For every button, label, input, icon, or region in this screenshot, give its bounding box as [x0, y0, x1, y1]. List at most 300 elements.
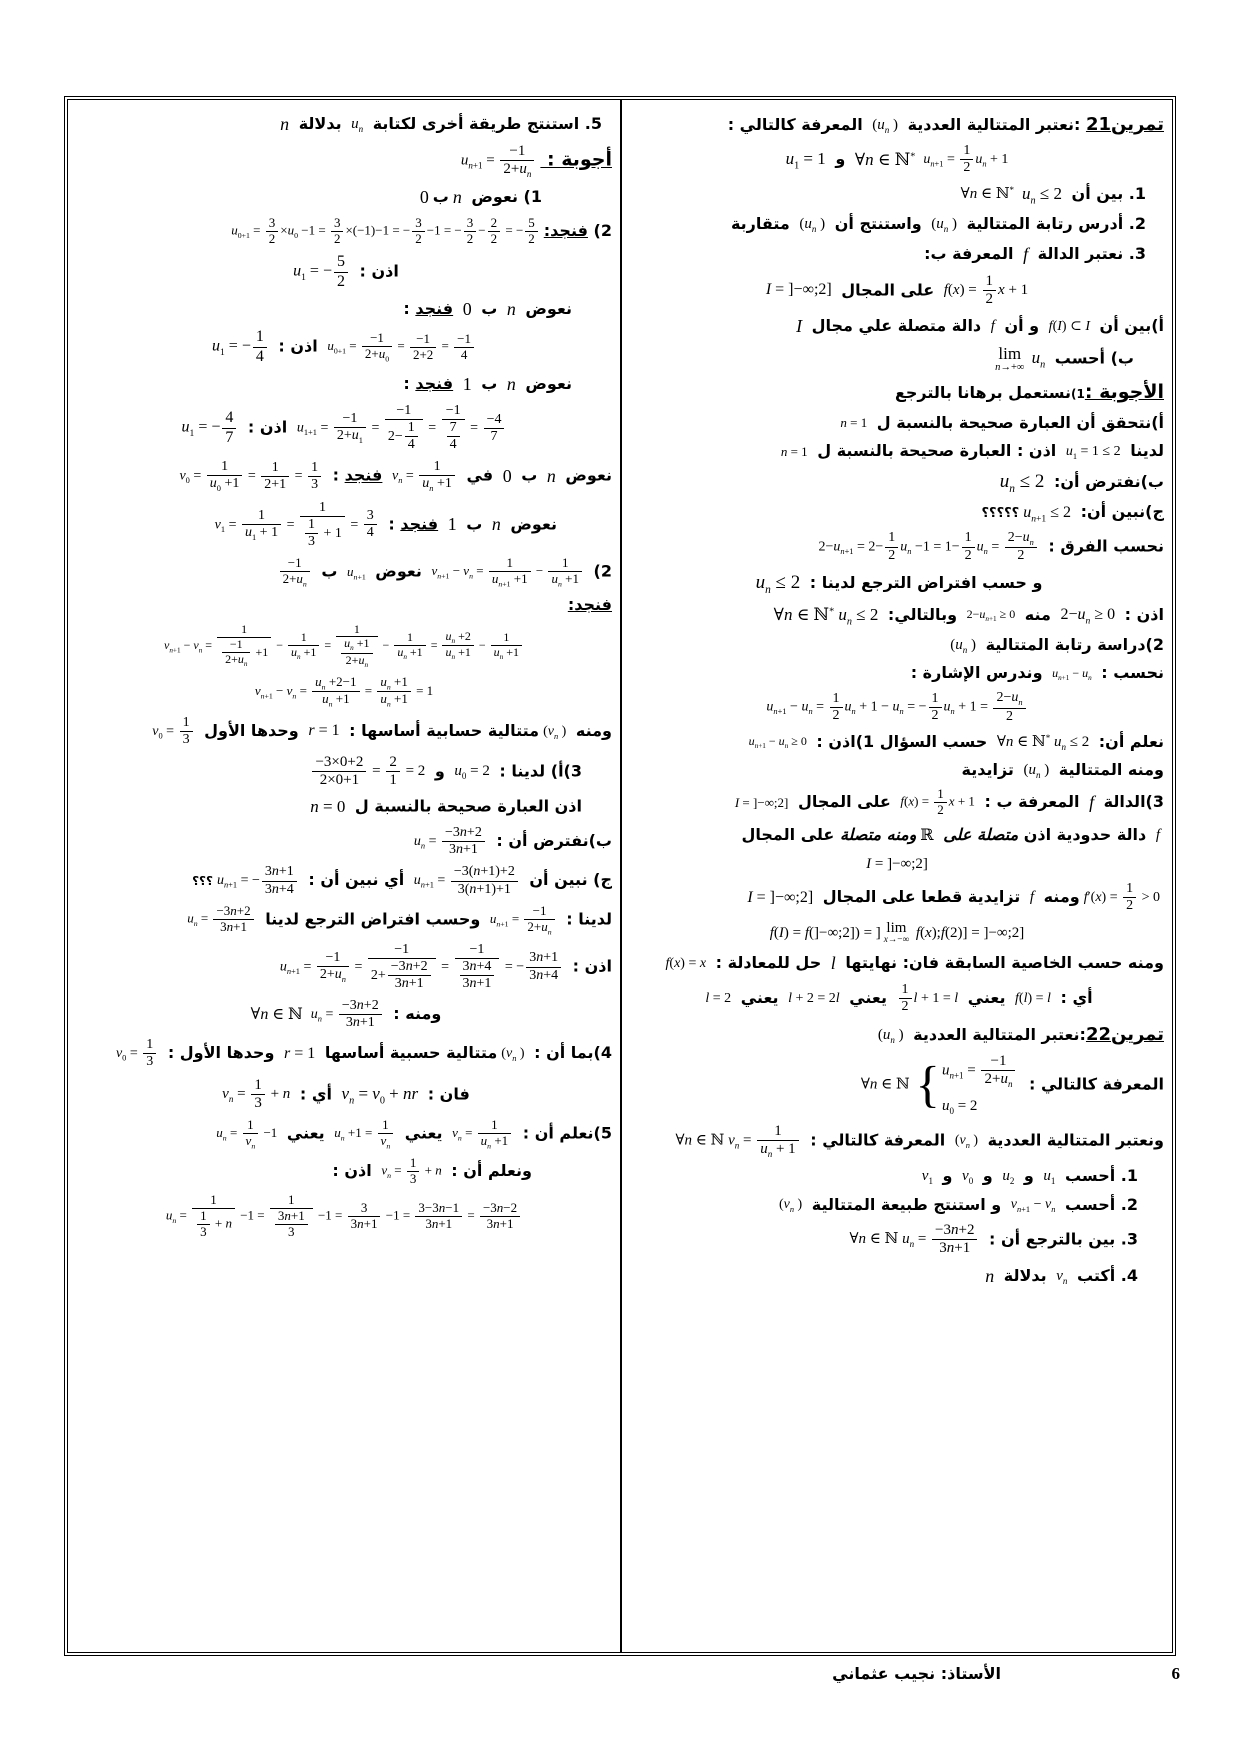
doc-line	[76, 1118, 612, 1150]
math-expression: ∀n ∈ ℕ	[250, 1005, 303, 1023]
doc-line	[630, 182, 1164, 207]
math-expression: I = ]−∞;2]	[734, 794, 789, 810]
text-run: ومنه	[570, 720, 612, 740]
text-run: على المجال	[792, 792, 897, 812]
doc-line	[76, 1037, 612, 1070]
text-run: ب) أحسب	[1049, 348, 1134, 368]
text-run: 1) نعوض	[465, 187, 542, 207]
math-expression: f	[1029, 889, 1035, 906]
math-expression: ∀n ∈ ℕ $u_n$ = $\frac{-3n+2}{3n+1}$	[849, 1222, 979, 1258]
doc-line	[630, 1194, 1164, 1216]
doc-line	[76, 864, 612, 897]
doc-line	[630, 787, 1164, 818]
text-run: فنجد	[344, 465, 383, 485]
doc-line	[76, 904, 612, 936]
math-expression: $u_{n+1}$ = $\frac{-1}{2+u_n}$	[461, 143, 537, 179]
text-run: 5. استنتج طريقة أخرى لكتابة	[367, 114, 602, 134]
math-expression: $u_{n+1} \le 2$	[1023, 503, 1071, 524]
doc-line	[630, 853, 1164, 875]
text-run: :	[382, 514, 401, 534]
text-run: ؟؟؟	[192, 874, 213, 889]
math-expression: r = 1	[283, 1044, 316, 1062]
doc-line	[630, 501, 1164, 524]
doc-line	[630, 662, 1164, 684]
doc-line	[630, 314, 1164, 339]
doc-line	[630, 1264, 1164, 1289]
math-expression: ($v_n$ )	[543, 723, 567, 741]
text-run	[453, 374, 459, 393]
math-expression: $v_{n+1} - v_n$ = $\frac{1}{u_{n+1} +1}$ − $\frac{1}{u_n +1}$	[431, 556, 584, 588]
math-expression: f(x) = x	[665, 956, 707, 972]
doc-line	[630, 213, 1164, 235]
math-expression: ($u_n$ )	[1023, 762, 1050, 781]
math-expression: n = 1	[780, 443, 808, 459]
text-run: يعني	[281, 1123, 331, 1143]
text-run: اذن :	[332, 1161, 378, 1181]
text-run: يعني	[843, 988, 893, 1008]
math-expression: 0	[502, 465, 512, 486]
math-expression: $u_n$ = $\frac{1}{v_n}$ −1	[216, 1117, 278, 1151]
math-expression: $u_{n+1} - u_n$ = $\frac{1}{2}$ $u_n + 1 - u_n$ = − $\frac{1}{2}$ $u_n + 1$ = $\frac{2-u_n}{2}$	[766, 690, 1027, 724]
math-expression: $u_n$ = 1 $\frac{1}{3}$ + n −1 = $\frac{1}{\frac{3n+1}{3}}$ −1 = $\frac{3}{3n+1}$ −1 = $\frac{3-3n-1}{3n+1}$ = $\frac{-3n-2}{3n+1}$	[166, 1193, 522, 1240]
doc-line	[76, 253, 612, 291]
text-run: ب	[475, 374, 503, 394]
math-expression: $v_{n+1} - v_n$ = 1 $\frac{-1}{2+u_n}$ +1 − $\frac{1}{u_n +1}$ = $\frac{1}{\frac{u_n +1}{2+u_n}}$ − $\frac{1}{u_n +1}$ = $\frac{u_n +2}{u_n +1}$ − $\frac{1}{u_n +1}$	[164, 623, 524, 670]
text-run: على المجال	[741, 825, 840, 845]
text-run: ب	[315, 561, 344, 581]
text-run: ج)نبين أن:	[1075, 502, 1164, 522]
math-expression: $u_n$ = $\frac{-3n+2}{3n+1}$	[311, 998, 384, 1031]
math-expression: $u_{1+1}$ = $\frac{-1}{2+u_1}$ = −1 2− $\frac{1}{4}$ = $\frac{-1}{\frac{7}{4}}$ = $\frac{-4}{7}$	[297, 403, 507, 453]
doc-line	[630, 881, 1164, 914]
text-run: واستنتج أن	[829, 214, 928, 234]
text-run: تمرين22	[1085, 1023, 1164, 1045]
text-run: لدينا :	[560, 909, 612, 929]
math-expression: I = ]−∞;2]	[747, 888, 814, 906]
text-run: نعوض	[519, 374, 572, 394]
doc-line	[630, 603, 1164, 628]
text-run: و استنتج طبيعة المتتالية	[806, 1194, 1007, 1214]
doc-line	[630, 469, 1164, 496]
math-expression: l + 2 = 2l	[788, 991, 840, 1007]
doc-line	[76, 297, 612, 322]
math-expression: $v_0$	[962, 1168, 974, 1187]
text-run: اذن :	[1119, 604, 1164, 624]
doc-line	[630, 921, 1164, 946]
text-run: وحسب افتراض الترجع لدينا	[259, 909, 486, 929]
text-run: حسب السؤال 1)اذن :	[810, 731, 993, 751]
math-expression: f	[1023, 243, 1029, 264]
doc-line	[76, 795, 612, 819]
math-expression: 1	[462, 373, 472, 394]
text-run: 3)أ) لدينا :	[493, 761, 582, 781]
math-expression: ($u_n$ )	[799, 216, 826, 235]
doc-line	[630, 690, 1164, 724]
math-expression: l = 2	[705, 991, 732, 1007]
column-left	[68, 100, 620, 1652]
text-run: وندرس الإشارة :	[910, 662, 1049, 682]
math-expression: $\frac{-1}{2+u_n}$	[278, 556, 312, 588]
doc-line	[76, 675, 612, 709]
math-expression: ∀n ∈ ℕ* $u_n \le 2$	[773, 604, 879, 628]
math-expression: $\frac{-3\times 0+2}{2\times 0+1}$ = $\frac{2}{1}$ = 2	[310, 754, 425, 790]
text-run	[382, 466, 388, 485]
doc-line	[76, 1156, 612, 1187]
text-run: 3)الدالة	[1098, 792, 1164, 812]
column-right	[620, 100, 1172, 1652]
math-expression: $u_n$ = $\frac{-3n+2}{3n+1}$	[187, 904, 255, 935]
doc-line	[630, 112, 1164, 137]
math-expression: n = 1	[840, 415, 868, 431]
text-run: وبالتالي:	[882, 604, 963, 624]
doc-line	[76, 1077, 612, 1113]
text-run	[453, 299, 459, 318]
text-run: بدلالة	[998, 1265, 1053, 1285]
doc-line	[630, 982, 1164, 1015]
math-expression: ($u_n$ )	[877, 1026, 904, 1045]
text-run: المعرفة ب:	[924, 243, 1020, 263]
doc-line	[76, 754, 612, 790]
text-run: 3. بين بالترجع أن :	[983, 1229, 1138, 1249]
math-expression: f(x) = $\frac{1}{2}$ x + 1	[900, 786, 975, 818]
text-run: ؟؟؟؟؟	[981, 506, 1020, 522]
text-run: ب	[475, 299, 503, 319]
math-expression: $u_1 = 1 \le 2$	[1065, 443, 1121, 461]
text-run: و	[936, 1166, 959, 1186]
doc-line	[76, 500, 612, 550]
text-run: متصلة على	[937, 825, 1019, 845]
doc-line	[630, 379, 1164, 406]
math-expression: $v_n$ = $\frac{1}{3}$ + n	[381, 1155, 442, 1187]
math-expression: n = 0	[310, 797, 346, 817]
text-run: أ)نتحقق أن العبارة صحيحة بالنسبة ل	[871, 412, 1164, 432]
math-expression: n	[491, 514, 501, 535]
math-expression: n	[506, 299, 516, 320]
math-expression: $u_{0+1}$ = $\frac{-1}{2+u_0}$ = $\frac{-1}{2+2}$ = $\frac{-1}{4}$	[327, 331, 476, 363]
doc-line	[76, 403, 612, 453]
math-expression: n	[985, 1265, 995, 1286]
text-run: ومنه المتتالية	[1053, 760, 1164, 779]
doc-line	[630, 412, 1164, 434]
doc-line	[76, 372, 612, 397]
math-expression: ($u_n$ )	[950, 636, 977, 655]
math-expression: 1	[447, 514, 457, 535]
math-expression: $u_{n+1}$ = $\frac{-3(n+1)+2}{3(n+1)+1}$	[414, 864, 520, 897]
text-run: أي :	[294, 1083, 338, 1103]
math-expression: $u_n$ = $\frac{-3n+2}{3n+1}$	[414, 825, 487, 858]
math-expression: ∀n ∈ ℕ* $u_n \le 2$	[996, 732, 1090, 752]
doc-line	[76, 942, 612, 992]
math-expression: 0	[419, 187, 429, 208]
text-run: اذن :	[353, 261, 399, 281]
math-expression: $u_{n+1}$ = $\frac{1}{2}$ $u_n + 1$	[923, 143, 1009, 176]
math-expression: f′(x) = $\frac{1}{2}$ > 0	[1083, 881, 1160, 914]
text-run: :	[327, 465, 345, 485]
text-run: نعوض	[504, 514, 557, 534]
math-expression: $v_0$ = $\frac{1}{3}$	[152, 715, 194, 748]
text-run: اذن :	[567, 956, 612, 976]
math-expression: $u_0 = 2$	[454, 763, 490, 782]
text-run: 1)	[1071, 387, 1085, 402]
text-run: ومنه	[881, 825, 917, 845]
math-expression: ($u_n$ )	[872, 117, 898, 136]
text-run: يعني	[735, 988, 785, 1008]
doc-line	[630, 1053, 1164, 1117]
text-run: فنجد	[415, 299, 454, 319]
math-expression: $2-u_{n+1} = 2-$ $\frac{1}{2}$ $u_n -1 = 1-$ $\frac{1}{2}$ $u_n$ = $\frac{2-u_n}{2}$	[818, 530, 1038, 564]
math-expression: I	[796, 316, 803, 337]
text-run: نعلم أن:	[1093, 731, 1164, 751]
math-expression: $u_1$ = − $\frac{4}{7}$	[182, 409, 239, 447]
math-expression: ($v_n$ )	[954, 1133, 979, 1151]
doc-line	[630, 759, 1164, 781]
doc-line	[76, 594, 612, 616]
text-run	[438, 514, 444, 533]
math-expression: $v_0$ = $\frac{1}{3}$	[116, 1037, 158, 1070]
text-run: أي نبين أن :	[302, 870, 410, 890]
text-run: متتالية حسبية أساسها	[319, 1043, 498, 1063]
math-expression: lim n→+∞ $u_n$	[995, 344, 1046, 374]
doc-line	[76, 998, 612, 1031]
doc-line	[630, 634, 1164, 656]
math-expression: f(I) = f(]−∞;2]) = ] lim x→−∞ f(x);f(2)] = ]−∞;2]	[769, 919, 1025, 945]
text-run: متقاربة	[730, 214, 796, 234]
text-run: و	[1018, 1166, 1040, 1186]
math-expression: $u_n$	[351, 116, 364, 135]
text-run: ومنه :	[387, 1004, 442, 1024]
text-run: لدينا	[1124, 441, 1164, 461]
text-run: نستعمل برهانا بالترجع	[894, 383, 1072, 403]
text-run: نعوض	[559, 465, 612, 485]
math-expression: $v_{n+1} - v_n$	[1010, 1197, 1056, 1215]
text-run: المعرفة كالتالي :	[804, 1130, 951, 1150]
text-run: اذن :	[242, 417, 293, 437]
math-expression: $u_n \le 2$	[755, 572, 801, 597]
text-run: و حسب افتراض الترجع لدينا :	[804, 572, 1043, 592]
text-run: اذن :	[272, 336, 324, 356]
text-run: 4)بما أن :	[528, 1043, 612, 1063]
math-expression: n	[506, 373, 516, 394]
text-run: فنجد:	[543, 221, 588, 241]
text-run: 2. أحسب	[1059, 1194, 1138, 1214]
math-expression: $u_{n+1}$ = $\frac{-1}{2+u_n}$	[490, 904, 557, 936]
math-expression: $u_{n+1} - u_n \ge 0$	[748, 734, 807, 751]
cases-brace: {	[915, 1056, 940, 1113]
math-expression: f(I) ⊂ I	[1048, 318, 1090, 334]
math-expression: $v_1$	[921, 1168, 933, 1187]
math-expression: ∀n ∈ ℕ*	[960, 185, 1015, 203]
text-run: 4. أكتب	[1071, 1265, 1138, 1285]
math-expression: $u_{n+1}$ = $\frac{-1}{2+u_n}$ = −1 2+ $\frac{-3n+2}{3n+1}$ = $\frac{-1}{\frac{3n+4}{3n+1}}$ = − $\frac{3n+1}{3n+4}$	[280, 942, 563, 992]
text-run: حل للمعادلة :	[710, 953, 827, 973]
text-run: متتالية حسابية أساسها :	[343, 720, 540, 740]
text-run: و أن	[998, 316, 1045, 336]
math-expression: f	[1155, 827, 1160, 844]
text-run: أ)بين أن	[1093, 316, 1164, 336]
text-run: و	[977, 1166, 999, 1186]
doc-line	[630, 530, 1164, 564]
text-run: تمرين21	[1085, 114, 1164, 135]
math-expression: $u_n \le 2$	[999, 470, 1045, 495]
doc-line	[630, 731, 1164, 753]
text-run: فنجد	[400, 514, 439, 534]
doc-line	[630, 1022, 1164, 1047]
math-expression: $v_n$ = $\frac{1}{3}$ + n	[222, 1076, 291, 1111]
math-expression: 0	[462, 299, 472, 320]
math-expression: f(x) = $\frac{1}{2}$ x + 1	[943, 272, 1029, 307]
text-run: ب	[432, 187, 449, 207]
math-expression: ∀n ∈ ℕ $v_n$ = $\frac{1}{u_n + 1}$	[675, 1123, 800, 1159]
text-run: المعرفة كالتالي :	[1023, 1074, 1164, 1094]
doc-line	[630, 273, 1164, 309]
text-run: المعرفة كالتالي :	[727, 115, 869, 134]
text-run: تزايدية	[961, 760, 1020, 779]
math-expression: $u_1$ = − $\frac{1}{4}$	[212, 328, 269, 366]
text-run: ب	[460, 514, 488, 534]
math-expression: f(l) = l	[1015, 991, 1051, 1007]
text-run: :نعتبر المتتالية العددية	[907, 1024, 1086, 1044]
math-expression: $u_{0+1}$ = $\frac{3}{2}$ $\times u_0 -1$ = $\frac{3}{2}$ ×(−1)−1 = − $\frac{3}{2}$ −1 = − $\frac{3}{2}$ − $\frac{2}{2}$ = − $\frac{5}{2}$	[231, 216, 540, 247]
math-expression: I = ]−∞;2]	[765, 281, 832, 299]
math-expression: $v_n$ = $\frac{1}{u_n +1}$	[452, 1118, 513, 1150]
math-expression: $u_{n+1} - u_n$	[1052, 665, 1092, 682]
math-expression: $v_n = v_0$ + nr	[341, 1083, 419, 1107]
text-run: نحسب الفرق :	[1042, 536, 1164, 556]
doc-line	[630, 440, 1164, 462]
text-run: وحدها الأول :	[162, 1043, 280, 1063]
text-run: 2. أدرس رتابة المتتالية	[961, 214, 1146, 234]
doc-line	[76, 143, 612, 179]
text-run: يعني	[399, 1123, 449, 1143]
text-run: 3. نعتبر الدالة	[1032, 243, 1146, 263]
page-number: 6	[1171, 1664, 1180, 1683]
math-expression: $v_n$	[1056, 1267, 1068, 1286]
text-run: على المجال	[835, 279, 940, 299]
math-expression: l	[830, 953, 836, 974]
text-run: ب)نفترض أن :	[490, 831, 612, 851]
text-run: و	[429, 761, 451, 781]
math-expression: $u_n \le 2$	[1022, 184, 1062, 207]
doc-line	[630, 242, 1164, 267]
math-expression: ($v_n$ )	[778, 1197, 803, 1215]
text-run: ب)نفترض أن:	[1048, 471, 1164, 491]
doc-line	[76, 459, 612, 493]
text-run: نعوض	[369, 561, 428, 581]
math-expression: ∀n ∈ ℕ { $u_{n+1}$ = $\frac{-1}{2+u_n}$ $u_0 = 2$	[861, 1053, 1020, 1117]
math-expression: f	[1089, 792, 1095, 813]
doc-line	[630, 1222, 1164, 1258]
text-run: ب	[515, 465, 543, 485]
text-run: اذن العبارة صحيحة بالنسبة ل	[349, 796, 582, 816]
text-run: الأجوبة :	[1084, 381, 1164, 404]
math-expression: $2-u_n \ge 0$	[1060, 605, 1116, 627]
text-run: في	[460, 465, 499, 485]
doc-line	[76, 216, 612, 247]
math-expression: ($u_n$ )	[931, 216, 958, 235]
text-run: نعوض	[519, 299, 572, 319]
text-run: دالة حدودية اذن	[1018, 825, 1152, 845]
doc-line	[76, 715, 612, 748]
math-expression: $u_2$	[1002, 1168, 1015, 1187]
text-run: أي :	[1054, 988, 1093, 1008]
text-run: ج) نبين أن	[523, 870, 612, 890]
text-run: يعني	[962, 988, 1012, 1008]
text-run: بدلالة	[293, 114, 348, 134]
text-run: وحدها الأول	[198, 720, 305, 740]
text-run: المعرفة ب :	[978, 792, 1086, 812]
doc-line	[630, 951, 1164, 976]
text-run: :نعتبر المتتالية العددية	[902, 115, 1086, 134]
doc-line	[76, 825, 612, 858]
text-run: 1. بين أن	[1065, 184, 1146, 204]
doc-line	[630, 1123, 1164, 1159]
math-expression: n	[452, 187, 462, 208]
math-expression: ∀n ∈ ℕ*	[854, 149, 916, 169]
doc-line	[630, 824, 1164, 847]
text-run: 2)	[587, 561, 612, 581]
math-expression: $u_1 = 1$	[785, 149, 826, 172]
text-run: 5)نعلم أن :	[517, 1123, 612, 1143]
math-expression: n	[280, 114, 290, 134]
text-run: :	[403, 374, 416, 394]
math-expression: $2-u_{n+1} \ge 0$	[966, 607, 1016, 624]
math-expression: f	[990, 318, 995, 335]
math-expression: $u_1$ = − $\frac{5}{2}$	[293, 253, 350, 291]
text-run: 2)دراسة رتابة المتتالية	[980, 634, 1164, 654]
text-run: تزايدية قطعا على المجال	[817, 887, 1026, 907]
math-expression: $v_1$ = $\frac{1}{u_1 + 1}$ = 1 $\frac{1}{3}$ + 1 = $\frac{3}{4}$	[215, 500, 379, 550]
text-run: 2)	[587, 221, 612, 241]
text-run: ومنه	[1038, 887, 1080, 907]
page-footer	[64, 1664, 1180, 1696]
teacher-name: الأستاذ: نجيب عثماني	[832, 1664, 1001, 1683]
math-expression: $v_n$ = $\frac{1}{u_n +1}$	[392, 459, 457, 493]
text-run: :	[403, 299, 416, 319]
math-expression: I = ]−∞;2]	[866, 855, 928, 872]
doc-line	[630, 345, 1164, 373]
math-expression: n	[546, 465, 556, 486]
math-expression: r = 1	[308, 722, 340, 740]
math-expression: ℝ	[920, 826, 934, 844]
text-run: دالة متصلة علي مجال	[806, 316, 987, 336]
text-run: ونعلم أن :	[445, 1161, 532, 1181]
doc-line	[630, 570, 1164, 597]
text-run: فنجد	[415, 374, 454, 394]
doc-line	[76, 185, 612, 210]
content-frame	[64, 96, 1176, 1656]
doc-line	[76, 112, 612, 137]
text-run: ومنه حسب الخاصية السابقة فان: نهايتها	[839, 953, 1164, 973]
text-run: اذن : العبارة صحيحة بالنسبة ل	[811, 441, 1062, 461]
text-run: ونعتبر المتتالية العددية	[982, 1130, 1164, 1150]
text-run: أجوبة :	[540, 148, 612, 171]
text-run: 1. أحسب	[1059, 1166, 1138, 1186]
math-expression: $u_{n+1}$ = − $\frac{3n+1}{3n+4}$	[217, 864, 299, 897]
text-run: منه	[1019, 604, 1057, 624]
doc-line	[76, 1193, 612, 1240]
math-expression: $u_1$	[1043, 1168, 1056, 1187]
doc-line	[630, 143, 1164, 176]
math-expression: $u_n +1$ = $\frac{1}{v_n}$	[334, 1118, 395, 1150]
text-run: نحسب :	[1095, 662, 1164, 682]
math-expression: $v_{n+1} - v_n$ = $\frac{u_n +2-1}{u_n +1}$ = $\frac{u_n +1}{u_n +1}$ = 1	[254, 674, 434, 709]
doc-line	[76, 328, 612, 366]
doc-line	[76, 623, 612, 670]
math-expression: $\frac{1}{2}$ l + 1 = l	[897, 982, 959, 1015]
text-run: و	[829, 149, 851, 169]
text-run: فنجد:	[567, 595, 612, 615]
doc-line	[630, 1165, 1164, 1187]
